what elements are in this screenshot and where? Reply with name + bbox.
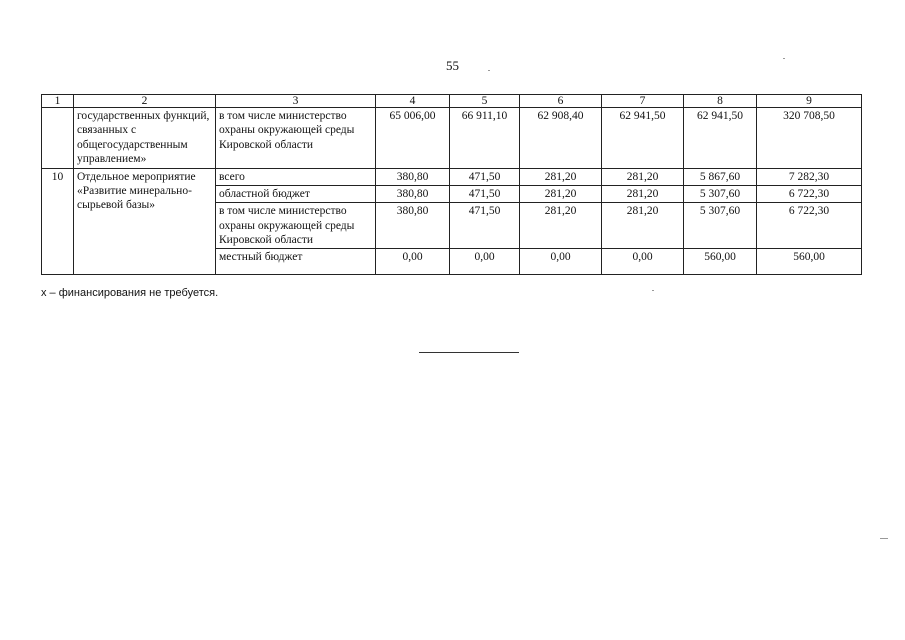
budget-table	[41, 94, 862, 275]
value-cell: 65 006,00	[376, 108, 450, 169]
value-cell: 0,00	[602, 249, 684, 275]
source-cell: в том числе министерство охраны окружающей среды Кировской области	[216, 203, 376, 249]
header-cell: 2	[74, 95, 216, 108]
value-cell: 5 867,60	[684, 168, 757, 185]
value-cell: 5 307,60	[684, 185, 757, 202]
value-cell: 281,20	[520, 203, 602, 249]
value-cell: 380,80	[376, 203, 450, 249]
value-cell: 471,50	[450, 168, 520, 185]
index-cell	[42, 108, 74, 169]
index-cell: 10	[42, 168, 74, 275]
value-cell: 320 708,50	[757, 108, 862, 169]
value-cell: 281,20	[602, 168, 684, 185]
header-cell: 9	[757, 95, 862, 108]
value-cell: 560,00	[757, 249, 862, 275]
header-row	[42, 95, 862, 108]
header-cell: 4	[376, 95, 450, 108]
value-cell: 7 282,30	[757, 168, 862, 185]
footnote: х – финансирования не требуется.	[41, 287, 219, 299]
value-cell: 66 911,10	[450, 108, 520, 169]
value-cell: 380,80	[376, 168, 450, 185]
value-cell: 62 908,40	[520, 108, 602, 169]
table-row	[42, 168, 862, 185]
header-cell: 5	[450, 95, 520, 108]
header-cell: 3	[216, 95, 376, 108]
value-cell: 62 941,50	[602, 108, 684, 169]
value-cell: 0,00	[376, 249, 450, 275]
value-cell: 0,00	[450, 249, 520, 275]
value-cell: 281,20	[520, 185, 602, 202]
value-cell: 471,50	[450, 203, 520, 249]
value-cell: 560,00	[684, 249, 757, 275]
value-cell: 380,80	[376, 185, 450, 202]
source-cell: областной бюджет	[216, 185, 376, 202]
value-cell: 0,00	[520, 249, 602, 275]
source-cell: всего	[216, 168, 376, 185]
value-cell: 471,50	[450, 185, 520, 202]
source-cell: местный бюджет	[216, 249, 376, 275]
value-cell: 281,20	[520, 168, 602, 185]
header-cell: 8	[684, 95, 757, 108]
closing-rule	[419, 352, 519, 353]
scan-speck	[783, 58, 785, 59]
scan-speck	[652, 290, 654, 291]
table-row	[42, 108, 862, 169]
value-cell: 6 722,30	[757, 203, 862, 249]
source-cell: в том числе министерство охраны окружающей среды Кировской области	[216, 108, 376, 169]
header-cell: 1	[42, 95, 74, 108]
header-cell: 7	[602, 95, 684, 108]
measure-name-cell: Отдельное мероприятие «Развитие минерально-сырьевой базы»	[74, 168, 216, 275]
scan-speck	[880, 538, 888, 539]
value-cell: 6 722,30	[757, 185, 862, 202]
value-cell: 62 941,50	[684, 108, 757, 169]
header-cell: 6	[520, 95, 602, 108]
value-cell: 5 307,60	[684, 203, 757, 249]
measure-name-cell: государственных функций, связанных с общегосударственным управлением»	[74, 108, 216, 169]
value-cell: 281,20	[602, 185, 684, 202]
value-cell: 281,20	[602, 203, 684, 249]
scan-speck	[488, 70, 490, 71]
page-number: 55	[446, 58, 459, 73]
